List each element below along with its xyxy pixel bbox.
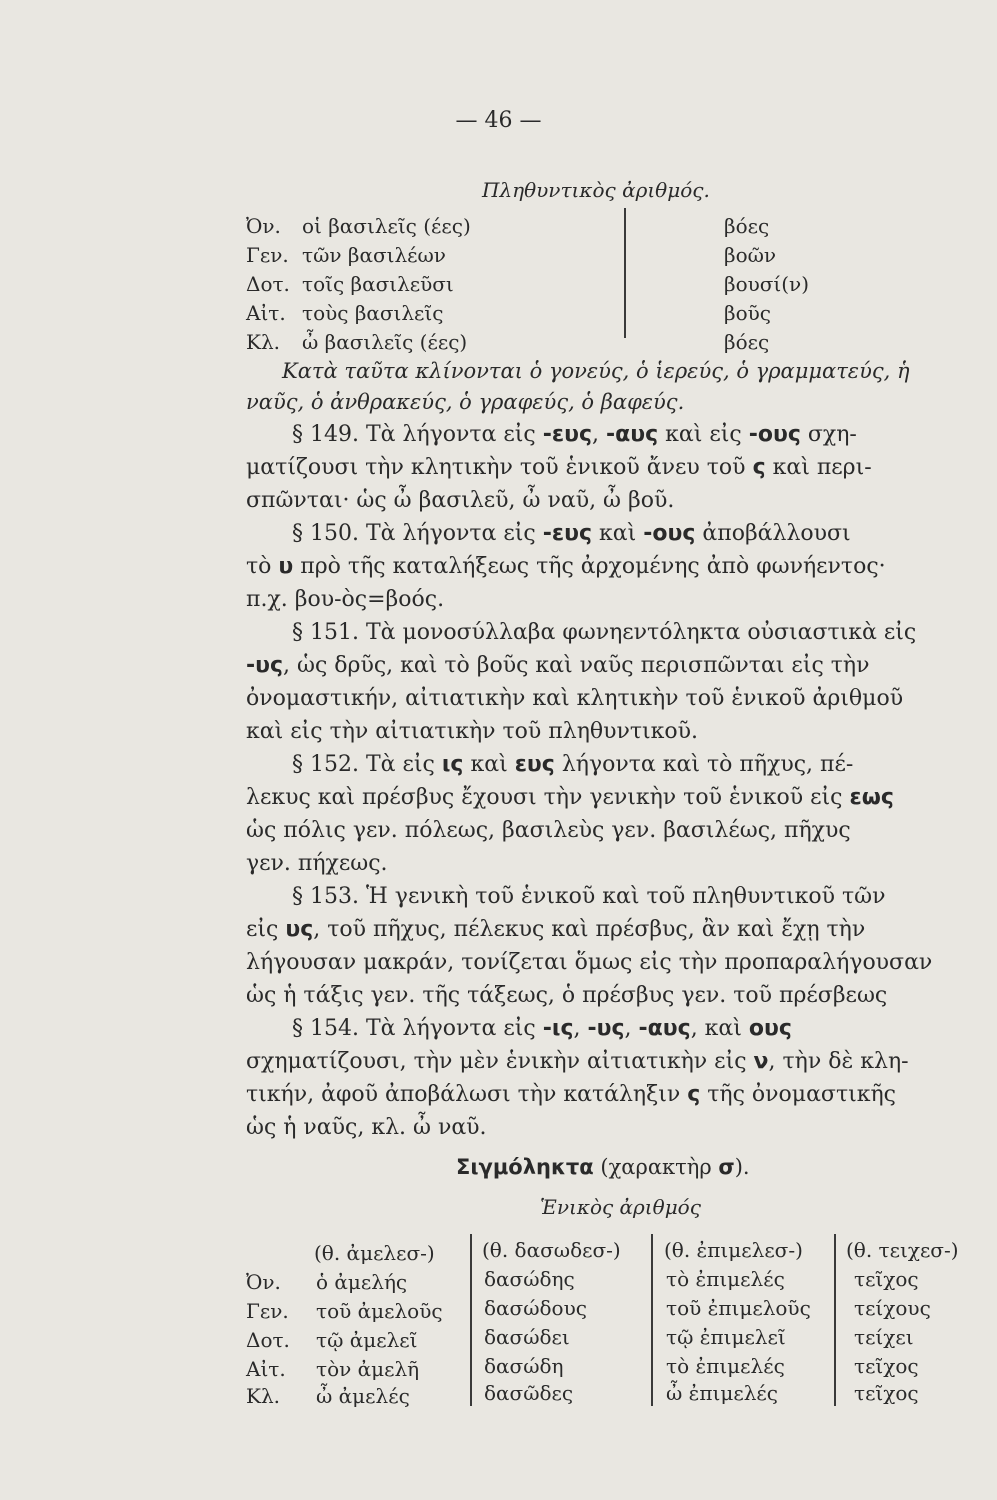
text: σχη- <box>800 422 857 447</box>
table-divider <box>470 1234 472 1406</box>
section-154-line: ὡς ἡ ναῦς, κλ. ὦ ναῦ. <box>246 1115 487 1140</box>
ending: -υς <box>246 653 284 678</box>
text: καὶ <box>592 521 644 546</box>
table-cell: τεῖχος <box>854 1381 919 1405</box>
table-cell: δασώδη <box>484 1354 564 1378</box>
text: εἰς <box>246 917 286 942</box>
section-153-line: § 153. Ἡ γενικὴ τοῦ ἑνικοῦ καὶ τοῦ πληθυντικοῦ τῶν <box>292 884 886 909</box>
text: (χαρακτὴρ <box>593 1155 719 1179</box>
ending: -ευς <box>542 521 593 546</box>
section-152-line: γεν. πήχεως. <box>246 851 388 876</box>
plural-left: ὦ βασιλεῖς (έες) <box>302 330 468 354</box>
text: § 149. Τὰ λήγοντα εἰς <box>292 422 543 447</box>
section-154-line <box>292 1016 792 1041</box>
case-label: Ὀν. <box>246 1270 281 1294</box>
plural-left: τῶν βασιλέων <box>302 243 446 267</box>
table-cell: δασώδει <box>484 1325 570 1349</box>
section-154-line <box>246 1082 896 1107</box>
section-154-line <box>246 1049 909 1074</box>
section-150-line: π.χ. βου-ὸς=βοός. <box>246 587 445 612</box>
text: καὶ <box>463 752 515 777</box>
ending: υς <box>285 917 314 942</box>
para-line: ναῦς, ὁ ἀνθρακεύς, ὁ γραφεύς, ὁ βαφεύς. <box>246 390 685 414</box>
table-cell: τείχους <box>854 1296 931 1320</box>
text: , <box>592 422 607 447</box>
section-149-line <box>246 455 872 480</box>
text: τικήν, ἀφοῦ ἀποβάλωσι τὴν κατάληξιν <box>246 1082 688 1107</box>
table-cell: δασώδους <box>484 1296 587 1320</box>
section-150-line <box>292 521 851 546</box>
text: καὶ περι- <box>765 455 872 480</box>
text: § 152. Τὰ εἰς <box>292 752 442 777</box>
table-cell: τεῖχος <box>854 1354 919 1378</box>
table-cell: τὸν ἀμελῆ <box>316 1357 420 1381</box>
text: , καὶ <box>690 1016 749 1041</box>
table-cell: δασώδης <box>484 1267 575 1291</box>
stem-cell: (θ. ἐπιμελεσ-) <box>664 1238 803 1262</box>
text: , τοῦ πῆχυς, πέλεκυς καὶ πρέσβυς, ἂν καὶ ἔχῃ τὴν <box>313 917 866 942</box>
page-number: — 46 — <box>455 108 542 133</box>
plural-case: Δοτ. <box>246 272 290 296</box>
section-152-line <box>246 785 894 810</box>
table-cell: τὸ ἐπιμελές <box>666 1354 785 1378</box>
plural-left: τοῖς βασιλεῦσι <box>302 272 454 296</box>
ending: -ευς <box>542 422 593 447</box>
table-cell: τείχει <box>854 1325 914 1349</box>
plural-divider <box>624 208 626 338</box>
para-line: Κατὰ ταῦτα κλίνονται ὁ γονεύς, ὁ ἱερεύς, ὁ γραμματεύς, ἡ <box>282 359 910 383</box>
table-cell: ὦ ἀμελές <box>316 1384 410 1408</box>
ending: -ις <box>542 1016 574 1041</box>
ending: ς <box>752 455 766 480</box>
plural-heading: Πληθυντικὸς ἀριθμός. <box>482 178 710 202</box>
ending: ους <box>748 1016 792 1041</box>
table-cell: τοῦ ἀμελοῦς <box>316 1299 443 1323</box>
text: , <box>624 1016 639 1041</box>
text: , ὡς δρῦς, καὶ τὸ βοῦς καὶ ναῦς περισπῶνται εἰς τὴν <box>283 653 870 678</box>
section-151-line: καὶ εἰς τὴν αἰτιατικὴν τοῦ πληθυντικοῦ. <box>246 719 699 744</box>
section-153-line <box>246 917 865 942</box>
text: λεκυς καὶ πρέσβυς ἔχουσι τὴν γενικὴν τοῦ ἑνικοῦ εἰς <box>246 785 850 810</box>
text: τῆς ὀνομαστικῆς <box>700 1082 896 1107</box>
text: σχηματίζουσι, τὴν μὲν ἑνικὴν αἰτιατικὴν εἰς <box>246 1049 754 1074</box>
text: § 150. Τὰ λήγοντα εἰς <box>292 521 543 546</box>
table-cell: τεῖχος <box>854 1267 919 1291</box>
ending: ευς <box>514 752 555 777</box>
section-152-line <box>292 752 853 777</box>
plural-left: οἱ βασιλεῖς (έες) <box>302 214 471 238</box>
table-divider <box>834 1234 836 1406</box>
ending: -ους <box>748 422 801 447</box>
stem-cell: (θ. ἀμελεσ-) <box>314 1241 435 1265</box>
case-label: Αἰτ. <box>246 1357 286 1381</box>
text: τὸ <box>246 554 279 579</box>
table-cell: τοῦ ἐπιμελοῦς <box>666 1296 811 1320</box>
section-151-line: ὀνομαστικήν, αἰτιατικὴν καὶ κλητικὴν τοῦ ἑνικοῦ ἀριθμοῦ <box>246 686 904 711</box>
text: ). <box>734 1155 750 1179</box>
ending: εως <box>849 785 894 810</box>
section-heading <box>456 1155 750 1179</box>
case-label: Γεν. <box>246 1299 289 1323</box>
plural-right: βουσί(ν) <box>724 272 810 296</box>
section-151-line: § 151. Τὰ μονοσύλλαβα φωνηεντόληκτα οὐσιαστικὰ εἰς <box>292 620 917 645</box>
table-divider <box>651 1234 653 1406</box>
text: ἀποβάλλουσι <box>695 521 851 546</box>
table-cell: ὦ ἐπιμελές <box>666 1381 778 1405</box>
plural-case: Αἰτ. <box>246 301 286 325</box>
ending: ν <box>753 1049 769 1074</box>
text: , <box>573 1016 588 1041</box>
section-153-line: λήγουσαν μακράν, τονίζεται ὅμως εἰς τὴν προπαραλήγουσαν <box>246 950 933 975</box>
ending: υ <box>278 554 294 579</box>
ending: -αυς <box>606 422 659 447</box>
heading-title: Σιγμόληκτα <box>456 1155 594 1179</box>
plural-case: Κλ. <box>246 330 280 354</box>
text: § 154. Τὰ λήγοντα εἰς <box>292 1016 543 1041</box>
section-150-line <box>246 554 886 579</box>
table-cell: δασῶδες <box>484 1381 574 1405</box>
stem-cell: (θ. δασωδεσ-) <box>482 1238 621 1262</box>
section-151-line <box>246 653 869 678</box>
plural-case: Ὀν. <box>246 214 281 238</box>
table-cell: τὸ ἐπιμελές <box>666 1267 785 1291</box>
table-cell: ὁ ἀμελής <box>316 1270 408 1294</box>
case-label: Κλ. <box>246 1384 280 1408</box>
ending: -αυς <box>638 1016 691 1041</box>
ending: -υς <box>587 1016 625 1041</box>
section-153-line: ὡς ἡ τάξις γεν. τῆς τάξεως, ὁ πρέσβυς γεν. τοῦ πρέσβεως <box>246 983 888 1008</box>
plural-right: βοῶν <box>724 243 777 267</box>
plural-left: τοὺς βασιλεῖς <box>302 301 444 325</box>
text: , τὴν δὲ κλη- <box>768 1049 909 1074</box>
singular-heading: Ἑνικὸς ἀριθμός <box>540 1195 701 1219</box>
ending: ις <box>441 752 464 777</box>
text: ματίζουσι τὴν κλητικὴν τοῦ ἑνικοῦ ἄνευ τοῦ <box>246 455 753 480</box>
plural-right: βοῦς <box>724 301 771 325</box>
plural-case: Γεν. <box>246 243 289 267</box>
section-149-line: σπῶνται· ὡς ὦ βασιλεῦ, ὦ ναῦ, ὦ βοῦ. <box>246 488 675 513</box>
plural-right: βόες <box>724 214 770 238</box>
section-152-line: ὡς πόλις γεν. πόλεως, βασιλεὺς γεν. βασιλέως, πῆχυς <box>246 818 851 843</box>
ending: σ <box>718 1155 735 1179</box>
ending: ς <box>687 1082 701 1107</box>
ending: -ους <box>643 521 696 546</box>
section-149-line <box>292 422 857 447</box>
text: λήγοντα καὶ τὸ πῆχυς, πέ- <box>554 752 854 777</box>
text: πρὸ τῆς καταλήξεως τῆς ἀρχομένης ἀπὸ φωνήεντος· <box>293 554 886 579</box>
text: καὶ εἰς <box>658 422 749 447</box>
table-cell: τῷ ἐπιμελεῖ <box>666 1325 786 1349</box>
plural-right: βόες <box>724 330 770 354</box>
table-cell: τῷ ἀμελεῖ <box>316 1328 418 1352</box>
case-label: Δοτ. <box>246 1328 290 1352</box>
stem-cell: (θ. τειχεσ-) <box>846 1238 959 1262</box>
